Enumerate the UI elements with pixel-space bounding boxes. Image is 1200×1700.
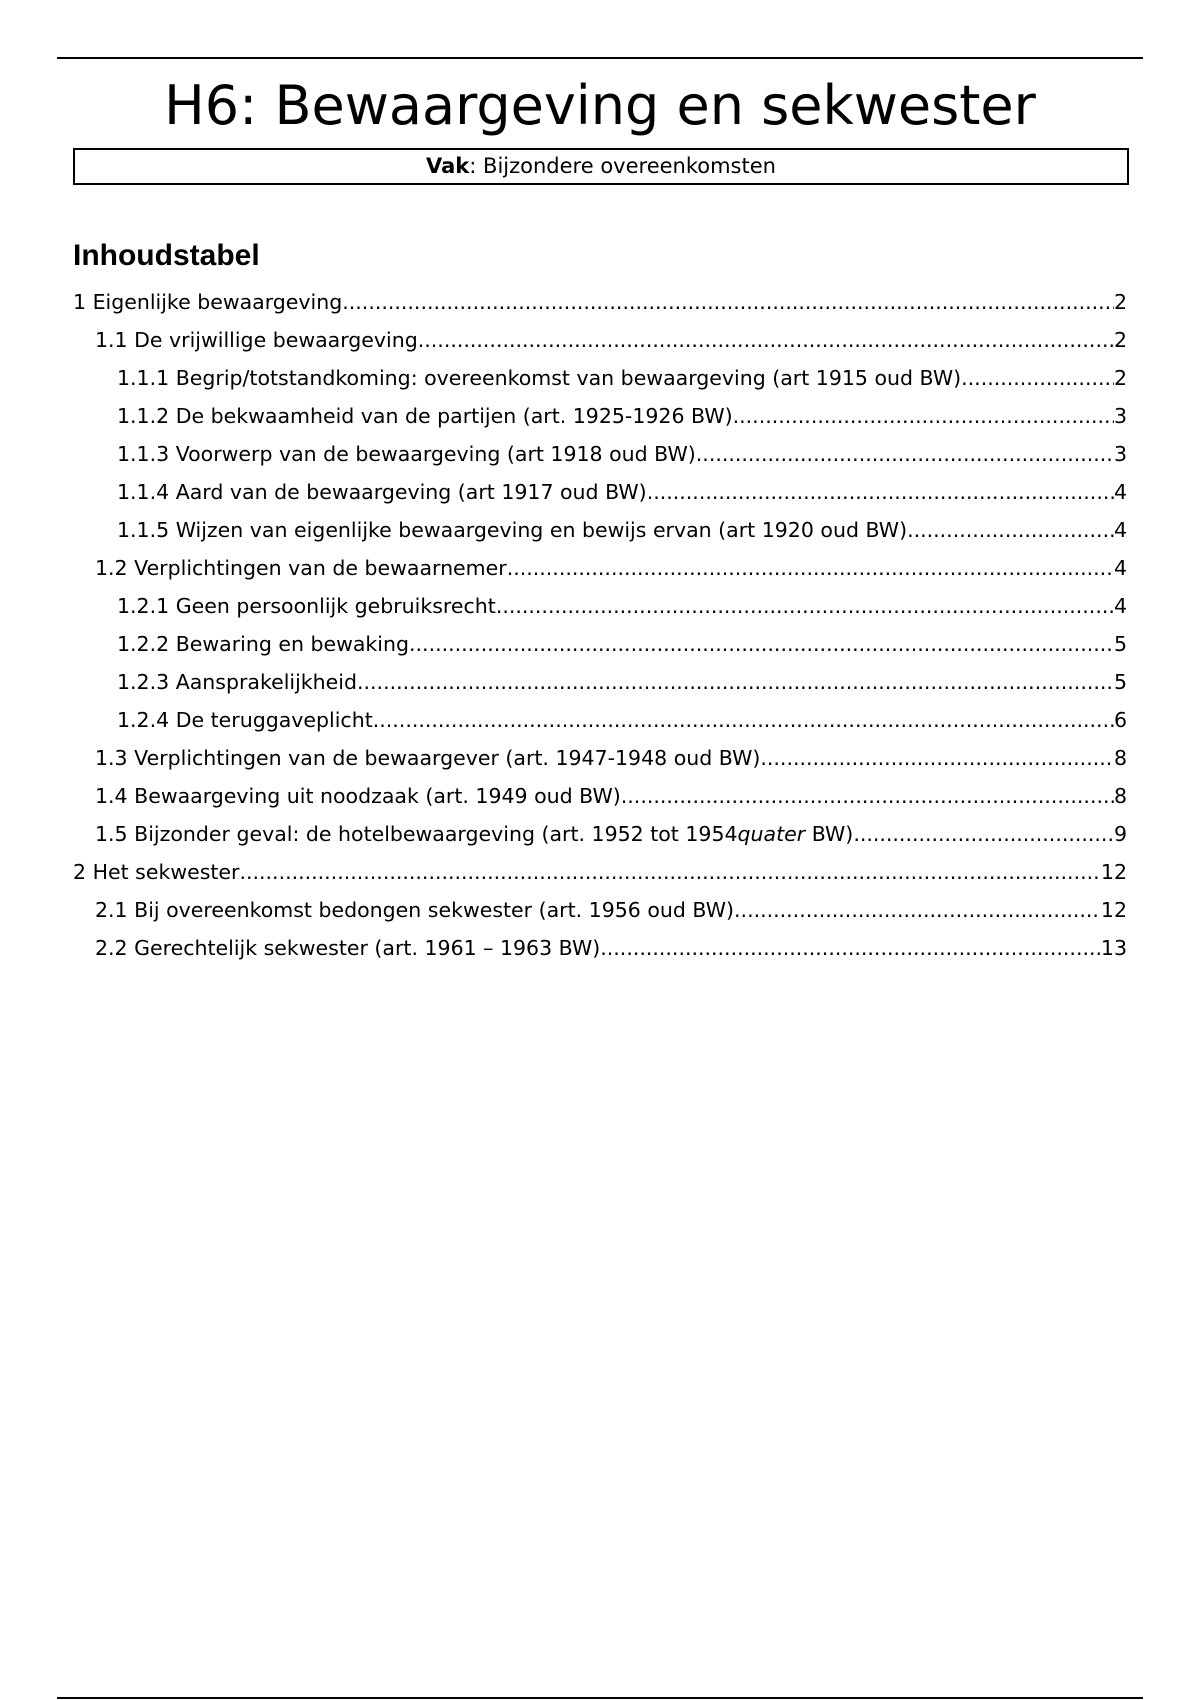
toc-entry-text: Aansprakelijkheid <box>175 670 357 694</box>
toc-leader-dots <box>239 853 1100 891</box>
toc-page-number: 9 <box>1113 822 1127 846</box>
toc-entry-1-1-5[interactable] <box>73 511 1127 549</box>
toc-entry-number: 1.2 <box>95 556 128 580</box>
toc-entry-text: Het sekwester <box>92 860 240 884</box>
toc-page-number: 12 <box>1100 860 1127 884</box>
toc-entry-number: 1.3 <box>95 746 128 770</box>
toc-entry-label <box>95 321 418 359</box>
subject-label: Vak <box>426 154 470 178</box>
toc-entry-1-3[interactable] <box>73 739 1127 777</box>
toc-entry-text: Wijzen van eigenlijke bewaargeving en bewijs ervan (art 1920 oud BW) <box>175 518 908 542</box>
toc-page-number: 5 <box>1113 632 1127 656</box>
toc-entry-number: 1.1.2 <box>117 404 170 428</box>
toc-leader-dots <box>853 815 1114 853</box>
toc-entry-label <box>95 815 853 853</box>
toc-page-number: 4 <box>1113 480 1127 504</box>
toc-entry-2-1[interactable] <box>73 891 1127 929</box>
toc-entry-text: Voorwerp van de bewaargeving (art 1918 oud BW) <box>175 442 696 466</box>
toc-entry-label <box>117 511 907 549</box>
toc-entry-text: Bewaargeving uit noodzaak (art. 1949 oud BW) <box>134 784 621 808</box>
toc-entry-text: Verplichtingen van de bewaargever (art. 1947-1948 oud BW) <box>134 746 761 770</box>
toc-leader-dots <box>647 473 1114 511</box>
toc-entry-number: 2 <box>73 860 87 884</box>
toc-entry-number: 1 <box>73 290 87 314</box>
toc-entry-text: Verplichtingen van de bewaarnemer <box>134 556 507 580</box>
toc-entry-text: Aard van de bewaargeving (art 1917 oud BW) <box>175 480 647 504</box>
toc-page-number: 4 <box>1113 556 1127 580</box>
toc-entry-label <box>95 891 734 929</box>
toc-leader-dots <box>961 359 1114 397</box>
toc-leader-dots <box>734 891 1101 929</box>
toc-leader-dots <box>696 435 1114 473</box>
toc-entry-number: 1.2.4 <box>117 708 170 732</box>
toc-page-number: 2 <box>1113 290 1127 314</box>
toc-entry-1-1[interactable] <box>73 321 1127 359</box>
toc-entry-label <box>95 549 507 587</box>
toc-entry-text: Bijzonder geval: de hotelbewaargeving (art. 1952 tot 1954 <box>134 822 738 846</box>
toc-entry-text: Bewaring en bewaking <box>175 632 410 656</box>
toc-entry-text: De teruggaveplicht <box>175 708 373 732</box>
toc-entry-number: 1.1.3 <box>117 442 170 466</box>
toc-entry-number: 1.2.3 <box>117 670 170 694</box>
toc-leader-dots <box>373 701 1114 739</box>
toc-page-number: 8 <box>1113 784 1127 808</box>
toc-entry-number: 2.1 <box>95 898 128 922</box>
toc-entry-1-1-3[interactable] <box>73 435 1127 473</box>
toc-entry-text: De vrijwillige bewaargeving <box>134 328 418 352</box>
toc-leader-dots <box>600 929 1101 967</box>
toc-entry-text: De bekwaamheid van de partijen (art. 1925-1926 BW) <box>175 404 733 428</box>
toc-entry-number: 2.2 <box>95 936 128 960</box>
toc-leader-dots <box>409 625 1114 663</box>
toc-entry-text: Begrip/totstandkoming: overeenkomst van bewaargeving (art 1915 oud BW) <box>175 366 962 390</box>
toc-entry-text-after: BW) <box>805 822 854 846</box>
toc-entry-label <box>73 283 342 321</box>
toc-entry-1[interactable] <box>73 283 1127 321</box>
toc-entry-label <box>117 435 696 473</box>
toc-leader-dots <box>733 397 1114 435</box>
toc-entry-number: 1.4 <box>95 784 128 808</box>
toc-entry-label <box>117 359 961 397</box>
toc-entry-1-5[interactable] <box>73 815 1127 853</box>
toc-leader-dots <box>760 739 1114 777</box>
toc-entry-number: 1.2.2 <box>117 632 170 656</box>
toc-entry-1-2-4[interactable] <box>73 701 1127 739</box>
table-of-contents <box>73 283 1127 967</box>
toc-entry-text: Geen persoonlijk gebruiksrecht <box>175 594 496 618</box>
toc-page-number: 4 <box>1113 518 1127 542</box>
toc-entry-number: 1.5 <box>95 822 128 846</box>
toc-heading: Inhoudstabel <box>73 239 260 272</box>
toc-leader-dots <box>621 777 1114 815</box>
toc-leader-dots <box>507 549 1114 587</box>
toc-leader-dots <box>357 663 1114 701</box>
toc-entry-number: 1.1.4 <box>117 480 170 504</box>
toc-entry-label <box>117 663 357 701</box>
subject-separator: : <box>469 154 484 178</box>
subject-value: Bijzondere overeenkomsten <box>483 154 776 178</box>
toc-entry-label <box>95 929 600 967</box>
toc-entry-2-2[interactable] <box>73 929 1127 967</box>
toc-entry-text: Eigenlijke bewaargeving <box>92 290 343 314</box>
toc-entry-text-italic: quater <box>737 822 806 846</box>
subject-box <box>73 148 1129 185</box>
toc-entry-1-2-2[interactable] <box>73 625 1127 663</box>
toc-entry-label <box>117 701 373 739</box>
toc-entry-text: Bij overeenkomst bedongen sekwester (art. 1956 oud BW) <box>134 898 735 922</box>
toc-entry-text: Gerechtelijk sekwester (art. 1961 – 1963 BW) <box>134 936 601 960</box>
toc-page-number: 4 <box>1113 594 1127 618</box>
toc-page-number: 8 <box>1113 746 1127 770</box>
toc-entry-1-2-3[interactable] <box>73 663 1127 701</box>
toc-leader-dots <box>496 587 1114 625</box>
toc-entry-1-4[interactable] <box>73 777 1127 815</box>
document-title: H6: Bewaargeving en sekwester <box>164 74 1036 137</box>
top-rule <box>57 57 1143 59</box>
toc-page-number: 13 <box>1100 936 1127 960</box>
toc-page-number: 6 <box>1113 708 1127 732</box>
toc-page-number: 3 <box>1113 442 1127 466</box>
toc-page-number: 3 <box>1113 404 1127 428</box>
toc-entry-label <box>73 853 239 891</box>
toc-page-number: 2 <box>1113 328 1127 352</box>
toc-entry-label <box>117 625 409 663</box>
toc-entry-1-1-1[interactable] <box>73 359 1127 397</box>
toc-entry-label <box>117 473 647 511</box>
toc-entry-1-1-4[interactable] <box>73 473 1127 511</box>
toc-entry-label <box>117 397 733 435</box>
toc-entry-label <box>95 777 621 815</box>
toc-page-number: 2 <box>1113 366 1127 390</box>
toc-entry-number: 1.1 <box>95 328 128 352</box>
toc-entry-number: 1.1.5 <box>117 518 170 542</box>
toc-entry-1-2-1[interactable] <box>73 587 1127 625</box>
toc-leader-dots <box>342 283 1114 321</box>
toc-leader-dots <box>418 321 1114 359</box>
toc-entry-1-2[interactable] <box>73 549 1127 587</box>
toc-entry-number: 1.1.1 <box>117 366 170 390</box>
toc-page-number: 5 <box>1113 670 1127 694</box>
toc-entry-label <box>117 587 496 625</box>
bottom-rule <box>57 1697 1143 1699</box>
toc-entry-1-1-2[interactable] <box>73 397 1127 435</box>
toc-page-number: 12 <box>1100 898 1127 922</box>
toc-entry-number: 1.2.1 <box>117 594 170 618</box>
toc-leader-dots <box>907 511 1114 549</box>
toc-entry-label <box>95 739 760 777</box>
toc-entry-2[interactable] <box>73 853 1127 891</box>
